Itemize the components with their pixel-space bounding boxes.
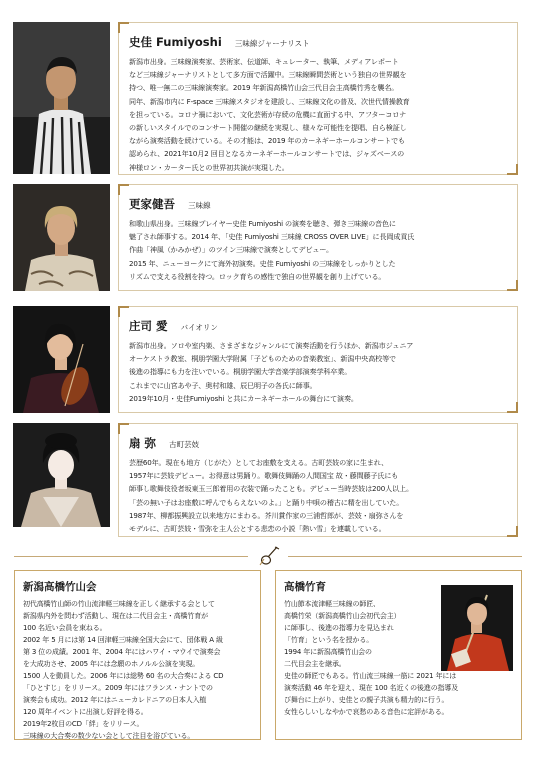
group-title: 新潟高橋竹山会: [23, 581, 97, 593]
profile-photo: [13, 306, 110, 413]
profile-name: 扇 弥: [129, 436, 157, 450]
profile-role: 三味線ジャーナリスト: [234, 39, 310, 48]
profile-bio: 新潟市出身。三味線演奏家、芸術家、伝道師、キュレーター、執筆、メディアレポート など三味線ジャーナリストとして多方面で活躍中。三味線瞬間芸術という独自の世界観を 持つ、唯一無二の三味線演奏家。2019 年新潟高橋竹山会三代目会主高橋竹秀を襲名。 同年、新潟市内に F-space 三味線スタジオを建設し、三味線文化の普及、次世代情操教育 を担っている。コロナ禍において、文化芸術が存続の危機に直面する中、アフターコロナ の新しいスタイルでのコンサート開催の継続を実現し、様々な可能性を提唱、自ら検証し ながら演奏活動を続けている。その才能は、2019 年のカーネギーホールコンサートでも 認められ、2021年10月2 回目となるカーネギーホールコンサートでは、ジャズベースの 神様ロン・カーター氏との世界初共演が実現した。: [129, 57, 410, 172]
group-bio: 竹山節本流津軽三味線の師匠、 高橋竹栄（新潟高橋竹山会初代会主） に師事し、後進の指導力を見込まれ 「竹育」という名を授かる。 1994 年に新潟高橋竹山会の 二代目会主を継承。 史佳の師匠でもある。竹山流三味線一筋に 2021 年には 演奏活動 46 年を迎え、現在 100 名近くの後進の指導及 び舞台に上がり、史佳との親子共演も精力的に行う。 女性らしいしなやかで哀愁のある音色に定評がある。: [284, 600, 459, 716]
group-card-takahashi-chikuiku: [275, 570, 522, 740]
profile-bio: 新潟市出身。ソロや室内楽、さまざまなジャンルにて演奏活動を行うほか、新潟市ジュニア オーケストラ教室、桐朋学園大学附属「子どものための音楽教室」、新潟中央高校等で 後進の指導にも力を注いでいる。桐朋学園大学音楽学部演奏学科卒業。 これまでに山宮あや子、奥村和雄、辰巳明子の各氏に師事。 2019年10月・史佳Fumiyoshi と共にカーネギーホールの舞台にて演奏。: [129, 341, 414, 403]
profile-name: 庄司 愛: [129, 319, 168, 333]
profile-card: [118, 306, 518, 413]
profile-card: [118, 423, 518, 537]
group-card-takahashi-chikuzan-kai: [14, 570, 261, 740]
section-divider: [14, 550, 522, 562]
shamisen-icon: [258, 545, 280, 567]
group-title: 高橋竹育: [284, 581, 326, 593]
profile-role: 古町芸妓: [169, 440, 200, 449]
profile-name: 更家健吾: [129, 197, 175, 211]
profile-card: [118, 22, 518, 175]
divider-line-right: [288, 556, 522, 557]
profile-name: 史佳 Fumiyoshi: [129, 35, 222, 49]
profile-role: 三味線: [188, 201, 211, 210]
profile-card: [118, 184, 518, 291]
group-bio: 初代高橋竹山師の竹山流津軽三味線を正しく継承する会として 新潟県内外を問わず活動し、現在は二代目会主・高橋竹育が 100 名近い会員を束ねる。 2002 年 5 月には第 14 回津軽三味線全国大会にて、団体戦 A 級 第 3 位の成績。2001 年、2004 年にはハワイ・マウイで演奏会 を大成功させ、2005 年には念願のホノルル公演を実現。 1500 人を動員した。2006 年には総勢 60 名の大合奏による CD 「ひとすじ」をリリース。2009 年にはフランス・ナントでの 演奏会も成功。2012 年にはニューカレドニアの日本人入植 120 周年イベントに出演し好評を得る。 2019年2枚目のCD「絆」をリリース。 三味線の大合奏の数少ない会として注目を浴びている。: [23, 600, 224, 740]
divider-line-left: [14, 556, 248, 557]
profile-photo: [13, 423, 110, 527]
profile-photo: [13, 184, 110, 291]
profile-photo: [441, 585, 513, 671]
profile-bio: 和歌山県出身。三味線プレイヤー史佳 Fumiyoshi の演奏を聴き、弾き三味線の音色に 魅了され師事する。2014 年、「史佳 Fumiyoshi 三味線 CROSS OVER LIVE」に長岡成貢氏 作曲「神風（かみかぜ）」のツイン三味線で演奏としてデビュー。 2015 年、ニューヨークにて海外初演奏。史佳 Fumiyoshi の三味線をしっかりとした リズムで支える役割を持つ。ロック育ちの感性で独自の世界観を創り上げている。: [129, 219, 415, 281]
profile-role: バイオリン: [180, 323, 218, 332]
profile-bio: 芸歴60年。現在も地方（じがた）としてお座敷を支える。古町芸妓の家に生まれ、 1957年に芸妓デビュー。お得意は男踊り。歌舞伎舞踊の人間国宝 故・藤間藤子氏にも 師事し歌舞伎役者坂東玉三郎着用の衣装で踊ったことも。デビュー当時芸妓は200人以上。 「芸の無い子はお座敷に呼んでもらえないのよ。」と踊り中唄の稽古に精を出していた。 1987年、柳都振興設立以来地方にまわる。芥川賞作家の三浦哲郎が、芸妓・扇弥さんを モデルに、古町芸妓・雪弥を主人公とする悲恋の小説「熱い雪」を連載している。: [129, 458, 413, 534]
profile-photo: [13, 22, 110, 174]
